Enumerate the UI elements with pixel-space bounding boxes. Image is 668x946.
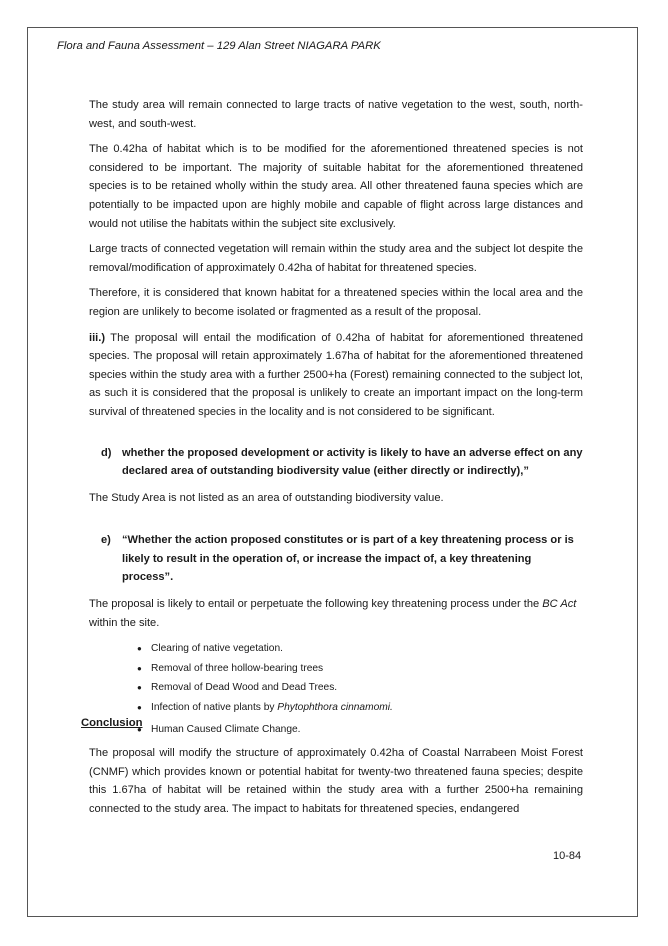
list-item: ● Clearing of native vegetation.	[137, 639, 583, 659]
paragraph-habitat-importance: The 0.42ha of habitat which is to be modified for the aforementioned threatened species is not considered to be important. The majority of suitable habitat for the aforementioned threatened species is to be retained wholly within the study area. All other threatened fauna species which are potentially to be impacted upon are highly mobile and capable of flight across large distances and would not utilise the habitats within the subject site exclusively.	[89, 143, 583, 230]
paragraph-iii	[89, 329, 583, 422]
section-d-heading	[89, 444, 583, 481]
section-e-body-post: within the site.	[89, 616, 160, 629]
section-e-body	[89, 595, 583, 632]
paragraph-connectivity: The study area will remain connected to large tracts of native vegetation to the west, south, north-west, and south-west.	[89, 99, 583, 130]
list-item: ● Removal of three hollow-bearing trees	[137, 659, 583, 679]
list-item: ● Removal of Dead Wood and Dead Trees.	[137, 678, 583, 698]
section-e-body-pre: The proposal is likely to entail or perpetuate the following key threatening process under the	[89, 598, 543, 611]
list-item	[137, 698, 583, 718]
list-item: ● Human Caused Climate Change.	[137, 720, 583, 740]
section-d-body: The Study Area is not listed as an area of outstanding biodiversity value.	[89, 491, 444, 504]
page-header-title: Flora and Fauna Assessment – 129 Alan Street NIAGARA PARK	[57, 40, 381, 52]
section-e-letter: e)	[101, 534, 111, 547]
paragraph-connected-vegetation: Large tracts of connected vegetation will remain within the study area and the subject lot despite the removal/modification of approximately 0.42ha of habitat for threatened species.	[89, 243, 583, 274]
section-e-heading-text: “Whether the action proposed constitutes or is part of a key threatening process or is likely to result in the operation of, or increase the impact of, a key threatening process”.	[122, 534, 574, 584]
conclusion-heading: Conclusion	[81, 717, 143, 729]
main-content	[89, 96, 583, 740]
list-item-species: Phytophthora cinnamomi.	[277, 701, 393, 713]
paragraph-iii-text: The proposal will entail the modification of 0.42ha of habitat for aforementioned threatened species. The proposal will retain approximately 1.67ha of habitat for the aforementioned threatened species within the study area with a further 2500+ha (Forest) remaining connected to the subject lot, as such it is considered that the proposal is unlikely to create an important impact on the long-term survival of threatened species in the locality and is not considered to be significant.	[89, 331, 583, 418]
section-e-heading	[89, 531, 583, 587]
section-d-heading-text: whether the proposed development or activity is likely to have an adverse effect on any declared area of outstanding biodiversity value (either directly or indirectly),”	[122, 446, 583, 478]
paragraph-iii-label: iii.)	[89, 331, 106, 344]
conclusion-body: The proposal will modify the structure of approximately 0.42ha of Coastal Narrabeen Moist Forest (CNMF) which provides known or potential habitat for twenty-two threatened fauna species; despite this 1.67ha of habitat will be retained within the study area with a further 2500+ha remaining connected to the study area. The impact to habitats for threatened species, endangered	[89, 747, 583, 815]
section-e-body-act: BC Act	[542, 598, 577, 611]
threatening-process-list	[89, 639, 583, 740]
page-number: 10-84	[553, 850, 582, 862]
paragraph-isolation: Therefore, it is considered that known habitat for a threatened species within the local area and the region are unlikely to become isolated or fragmented as a result of the proposal.	[89, 287, 583, 318]
section-d-letter: d)	[101, 446, 112, 459]
list-item-text: Infection of native plants by	[151, 701, 278, 713]
